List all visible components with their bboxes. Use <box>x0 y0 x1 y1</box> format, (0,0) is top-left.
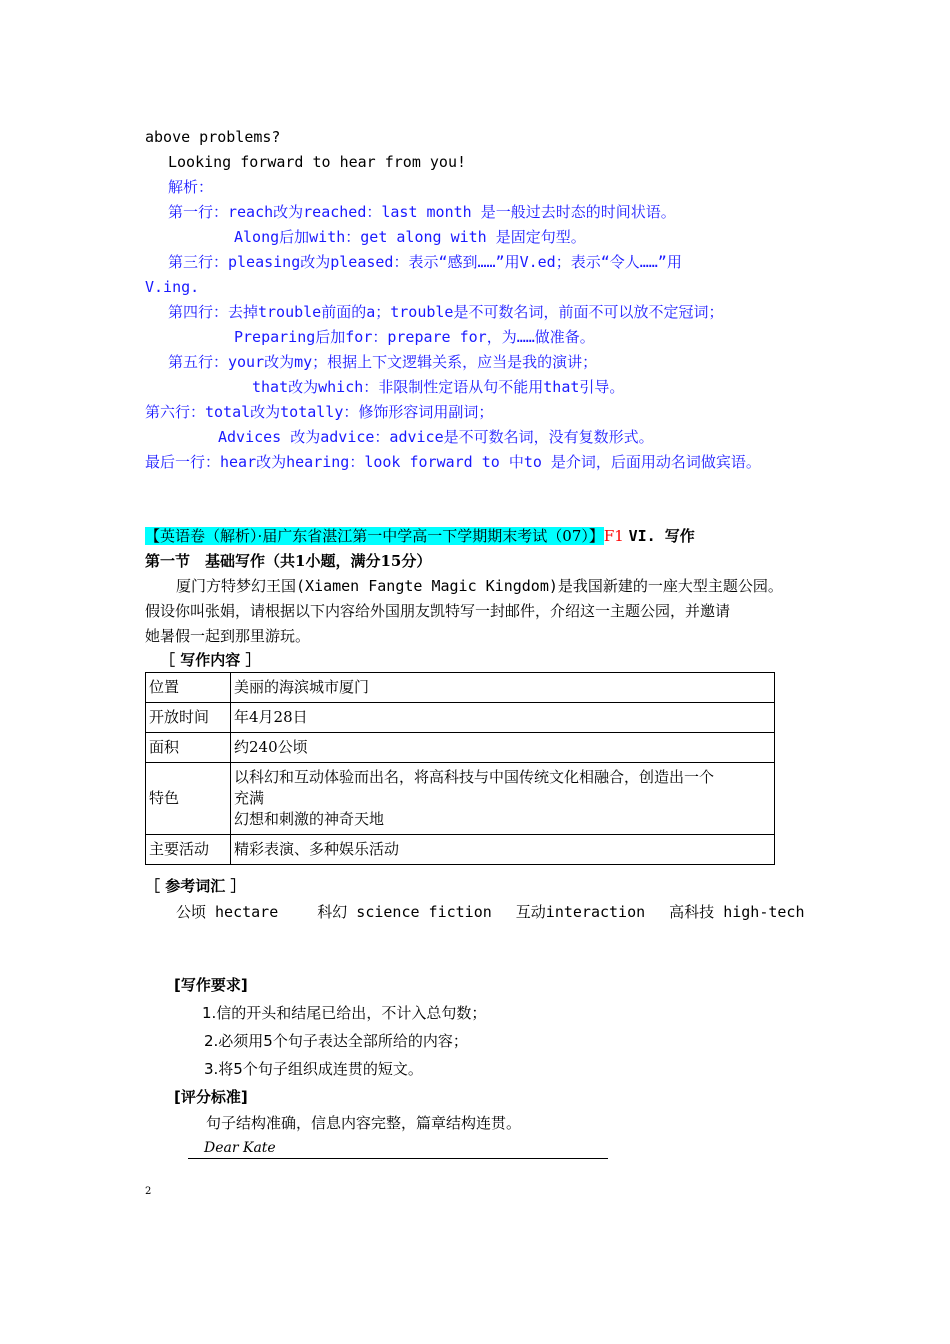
requirements-heading: [写作要求] <box>174 976 248 994</box>
table-value: 年4月28日 <box>231 703 775 733</box>
table-row <box>146 733 775 763</box>
table-value: 精彩表演、多种娱乐活动 <box>231 835 775 865</box>
vocab-heading: ［ 参考词汇 ］ <box>145 877 246 895</box>
analysis-item: 第五行：your改为my；根据上下文逻辑关系，应当是我的演讲； <box>168 353 598 371</box>
criteria-text: 句子结构准确，信息内容完整，篇章结构连贯。 <box>206 1114 522 1132</box>
analysis-item: 第一行：reach改为reached：last month 是一般过去时态的时间状语。 <box>168 203 676 221</box>
table-key: 主要活动 <box>146 835 231 865</box>
analysis-item: 第四行：去掉trouble前面的a；trouble是不可数名词，前面不可以放不定冠词； <box>168 303 724 321</box>
section-title: VI. 写作 <box>628 527 695 545</box>
analysis-item: V.ing. <box>145 278 200 296</box>
table-key: 特色 <box>146 763 231 835</box>
requirements-image <box>170 970 610 1170</box>
analysis-item: that改为which：非限制性定语从句不能用that引导。 <box>252 378 625 396</box>
table-value: 约240公顷 <box>231 733 775 763</box>
table-key: 开放时间 <box>146 703 231 733</box>
analysis-item: Preparing后加for：prepare for，为……做准备。 <box>234 328 595 346</box>
prompt-line: 她暑假一起到那里游玩。 <box>145 627 311 645</box>
analysis-item: 最后一行：hear改为hearing：look forward to 中to 是介词，后面用动名词做宾语。 <box>145 453 761 471</box>
subsection-title: 第一节 基础写作（共1小题，满分15分） <box>145 552 432 570</box>
prompt-line: 厦门方特梦幻王国(Xiamen Fangte Magic Kingdom)是我国新建的一座大型主题公园。 <box>176 577 783 595</box>
content-table <box>145 672 775 865</box>
feature-line: 充满 <box>234 789 265 807</box>
table-key: 位置 <box>146 673 231 703</box>
analysis-item: Along后加with：get along with 是固定句型。 <box>234 228 586 246</box>
question-header <box>145 526 695 546</box>
analysis-heading: 解析： <box>168 178 214 196</box>
table-row <box>146 673 775 703</box>
analysis-item: 第六行：total改为totally：修饰形容词用副词； <box>145 403 494 421</box>
analysis-item: Advices 改为advice：advice是不可数名词，没有复数形式。 <box>218 428 654 446</box>
analysis-item: 第三行：pleasing改为pleased：表示“感到……”用V.ed；表示“令人……”用 <box>168 253 682 271</box>
salutation: Dear Kate <box>204 1140 276 1156</box>
question-source: 【英语卷（解析）·届广东省湛江第一中学高一下学期期末考试（07）】 <box>145 527 604 545</box>
page-number: 2 <box>145 1186 152 1197</box>
vocab-list: 公顷 hectare 科幻 science fiction 互动interaction 高科技 high-tech <box>176 903 805 921</box>
feature-line: 幻想和刺激的神奇天地 <box>234 810 385 828</box>
answer-closing-line: above problems? <box>145 128 281 146</box>
table-row <box>146 763 775 835</box>
requirement-item: 2.必须用5个句子表达全部所给的内容； <box>204 1032 468 1050</box>
table-value: 美丽的海滨城市厦门 <box>231 673 775 703</box>
answer-sign-off: Looking forward to hear from you! <box>168 153 467 171</box>
prompt-line: 假设你叫张娟，请根据以下内容给外国朋友凯特写一封邮件，介绍这一主题公园，并邀请 <box>145 602 731 620</box>
feature-line: 以科幻和互动体验而出名，将高科技与中国传统文化相融合，创造出一个 <box>234 768 715 786</box>
table-key: 面积 <box>146 733 231 763</box>
question-code: F1 <box>603 527 624 545</box>
criteria-heading: [评分标准] <box>174 1088 248 1106</box>
requirement-item: 3.将5个句子组织成连贯的短文。 <box>204 1060 423 1078</box>
table-value <box>231 763 775 835</box>
table-row <box>146 703 775 733</box>
table-row <box>146 835 775 865</box>
requirement-item: 1.信的开头和结尾已给出，不计入总句数； <box>202 1004 487 1022</box>
content-heading: ［ 写作内容 ］ <box>160 651 261 669</box>
salutation-underline <box>188 1158 608 1159</box>
